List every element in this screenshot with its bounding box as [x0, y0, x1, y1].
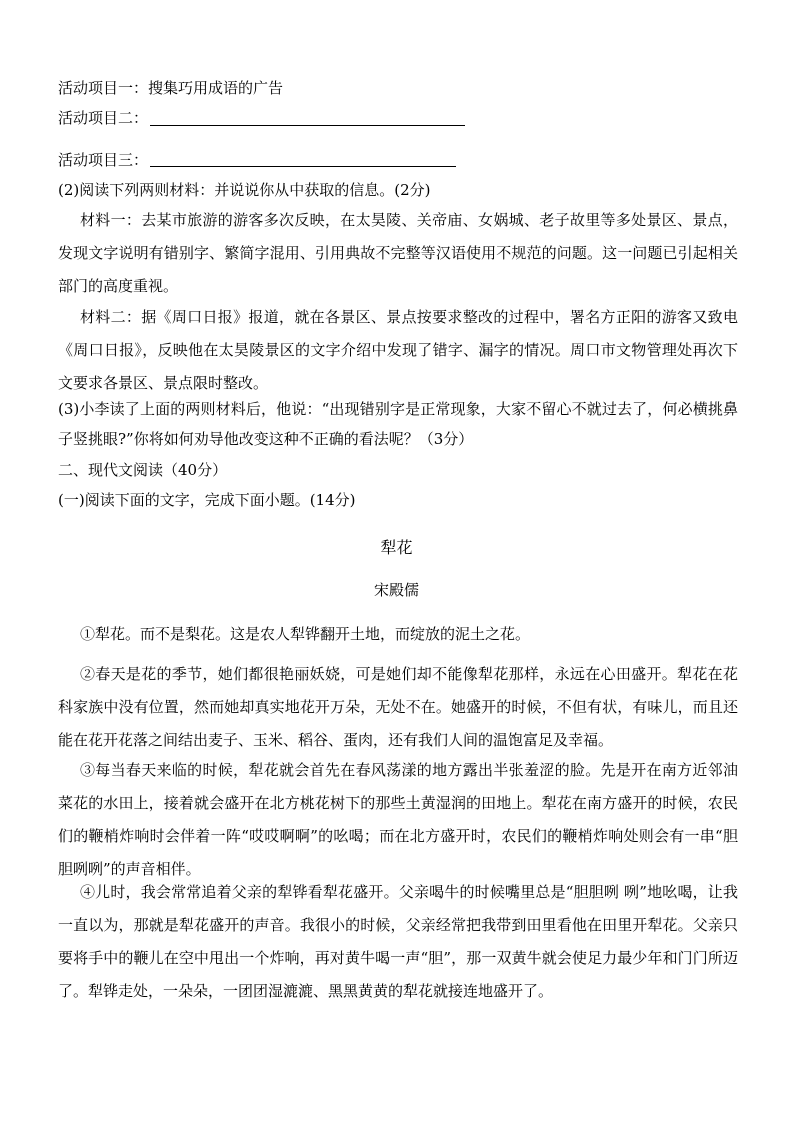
activity-item-3-label: 活动项目三：	[58, 151, 149, 169]
material-1: 材料一：去某市旅游的游客多次反映，在太昊陵、关帝庙、女娲城、老子故里等多处景区、景点，发现文字说明有错别字、繁简字混用、引用典故不完整等汉语使用不规范的问题。这一问题已引起相关部门的高度重视。	[58, 211, 738, 295]
activity-item-1: 活动项目一：搜集巧用成语的广告	[58, 79, 284, 97]
section-2-heading: 二、现代文阅读（40分）	[58, 461, 228, 479]
activity-item-2-label: 活动项目二：	[58, 109, 149, 127]
article-paragraph-2: ②春天是花的季节，她们都很艳丽妖娆，可是她们却不能像犁花那样，永远在心田盛开。犁花在花科家族中没有位置，然而她却真实地花开万朵，无处不在。她盛开的时候，不但有状，有味儿，而且还能在花开花落之间结出麦子、玉米、稻谷、蛋肉，还有我们人间的温饱富足及幸福。	[58, 665, 738, 749]
section-2-sub-1: (一)阅读下面的文字，完成下面小题。(14分)	[58, 491, 356, 509]
article-author: 宋殿儒	[373, 581, 419, 599]
article-paragraph-3: ③每当春天来临的时候，犁花就会首先在春风荡漾的地方露出半张羞涩的脸。先是开在南方近邻油菜花的水田上，接着就会盛开在北方桃花树下的那些土黄湿润的田地上。犁花在南方盛开的时候，农民们的鞭梢炸响时会伴着一阵“哎哎啊啊”的吆喝；而在北方盛开时，农民们的鞭梢炸响处则会有一串“胆胆咧咧”的声音相伴。	[58, 761, 738, 878]
question-3-prompt: (3)小李读了上面的两则材料后，他说：“出现错别字是正常现象，大家不留心不就过去了，何必横挑鼻子竖挑眼?”你将如何劝导他改变这种不正确的看法呢？（3分）	[58, 400, 738, 448]
article-paragraph-1: ①犁花。而不是梨花。这是农人犁铧翻开土地，而绽放的泥土之花。	[80, 625, 531, 643]
activity-item-2-blank	[150, 125, 465, 126]
article-title: 犁花	[380, 538, 413, 557]
article-paragraph-4: ④儿时，我会常常追着父亲的犁铧看犁花盛开。父亲喝牛的时候嘴里总是“胆胆咧 咧”地吆喝，让我一直以为，那就是犁花盛开的声音。我很小的时候，父亲经常把我带到田里看他在田里开犁花。父亲只要将手中的鞭儿在空中甩出一个炸响，再对黄牛喝一声“胆”，那一双黄牛就会使足力最少年和门门所迈了。犁铧走处，一朵朵，一团团湿漉漉、黑黑黄黄的犁花就接连地盛开了。	[58, 883, 738, 1000]
material-2: 材料二：据《周口日报》报道，就在各景区、景点按要求整改的过程中，署名方正阳的游客又致电《周口日报》，反映他在太昊陵景区的文字介绍中发现了错字、漏字的情况。周口市文物管理处再次下文要求各景区、景点限时整改。	[58, 308, 738, 392]
activity-item-3-blank	[150, 166, 456, 167]
question-2-prompt: (2)阅读下列两则材料：并说说你从中获取的信息。(2分)	[58, 181, 431, 199]
